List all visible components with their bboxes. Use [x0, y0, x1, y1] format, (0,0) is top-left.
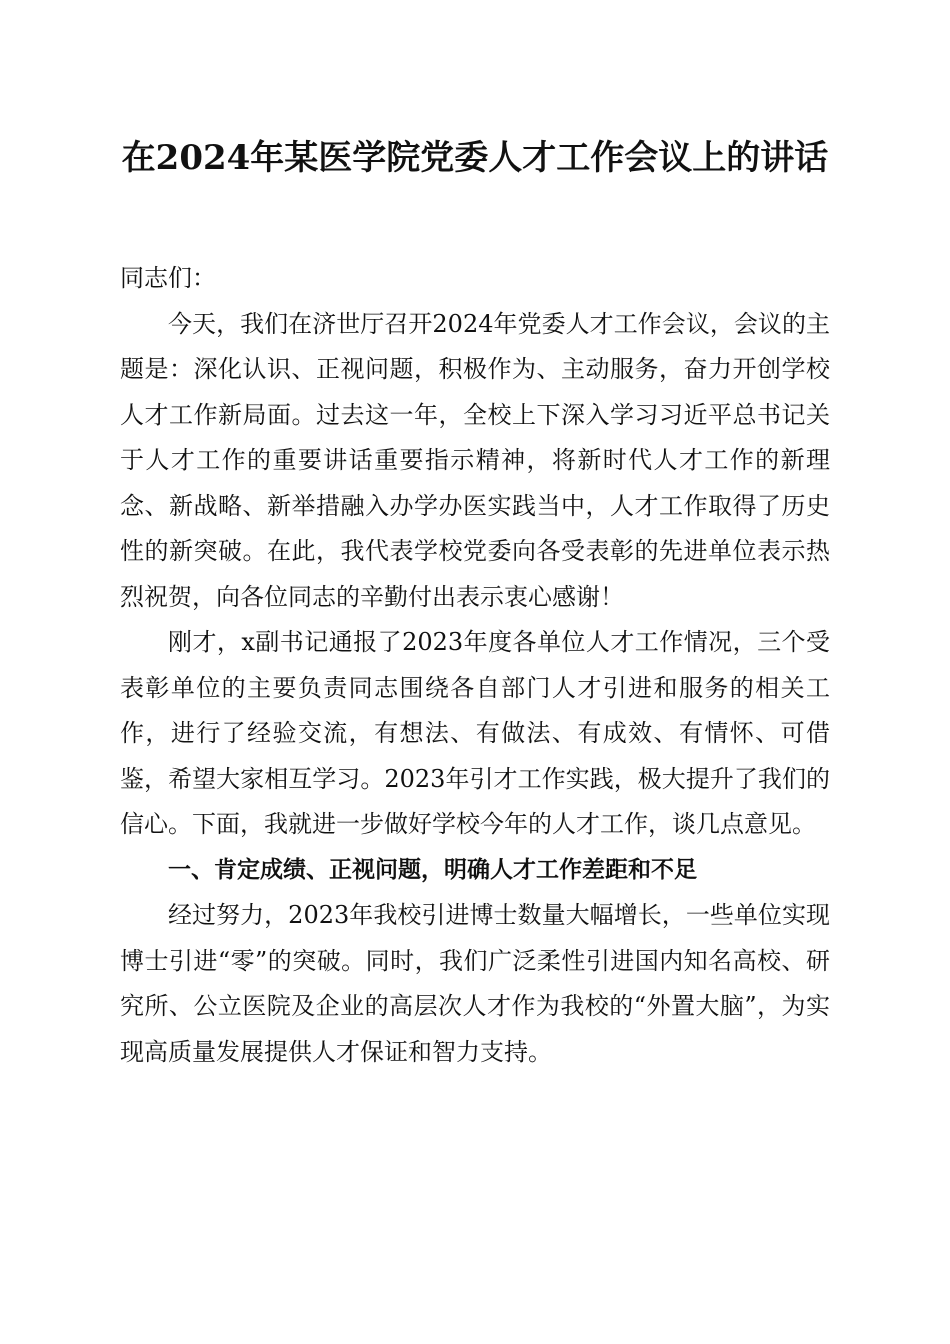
section-paragraph: 经过努力，2023年我校引进博士数量大幅增长，一些单位实现博士引进“零”的突破。同时，我们广泛柔性引进国内知名高校、研究所、公立医院及企业的高层次人才作为我校的“外置大脑”，为实现高质量发展提供人才保证和智力支持。 — [120, 901, 830, 1066]
document-title: 在2024年某医学院党委人才工作会议上的讲话 — [121, 138, 829, 178]
paragraph-review: 刚才，x副书记通报了2023年度各单位人才工作情况，三个受表彰单位的主要负责同志围绕各自部门人才引进和服务的相关工作，进行了经验交流，有想法、有做法、有成效、有情怀、可借鉴，希望大家相互学习。2023年引才工作实践，极大提升了我们的信心。下面，我就进一步做好学校今年的人才工作，谈几点意见。 — [120, 628, 830, 838]
paragraph-opening: 今天，我们在济世厅召开2024年党委人才工作会议，会议的主题是：深化认识、正视问题，积极作为、主动服务，奋力开创学校人才工作新局面。过去这一年，全校上下深入学习习近平总书记关于人才工作的重要讲话重要指示精神，将新时代人才工作的新理念、新战略、新举措融入办学办医实践当中，人才工作取得了历史性的新突破。在此，我代表学校党委向各受表彰的先进单位表示热烈祝贺，向各位同志的辛勤付出表示衷心感谢！ — [120, 309, 830, 611]
document-body — [120, 256, 830, 1075]
section-heading: 一、肯定成绩、正视问题，明确人才工作差距和不足 — [168, 856, 697, 883]
greeting: 同志们： — [120, 264, 216, 292]
